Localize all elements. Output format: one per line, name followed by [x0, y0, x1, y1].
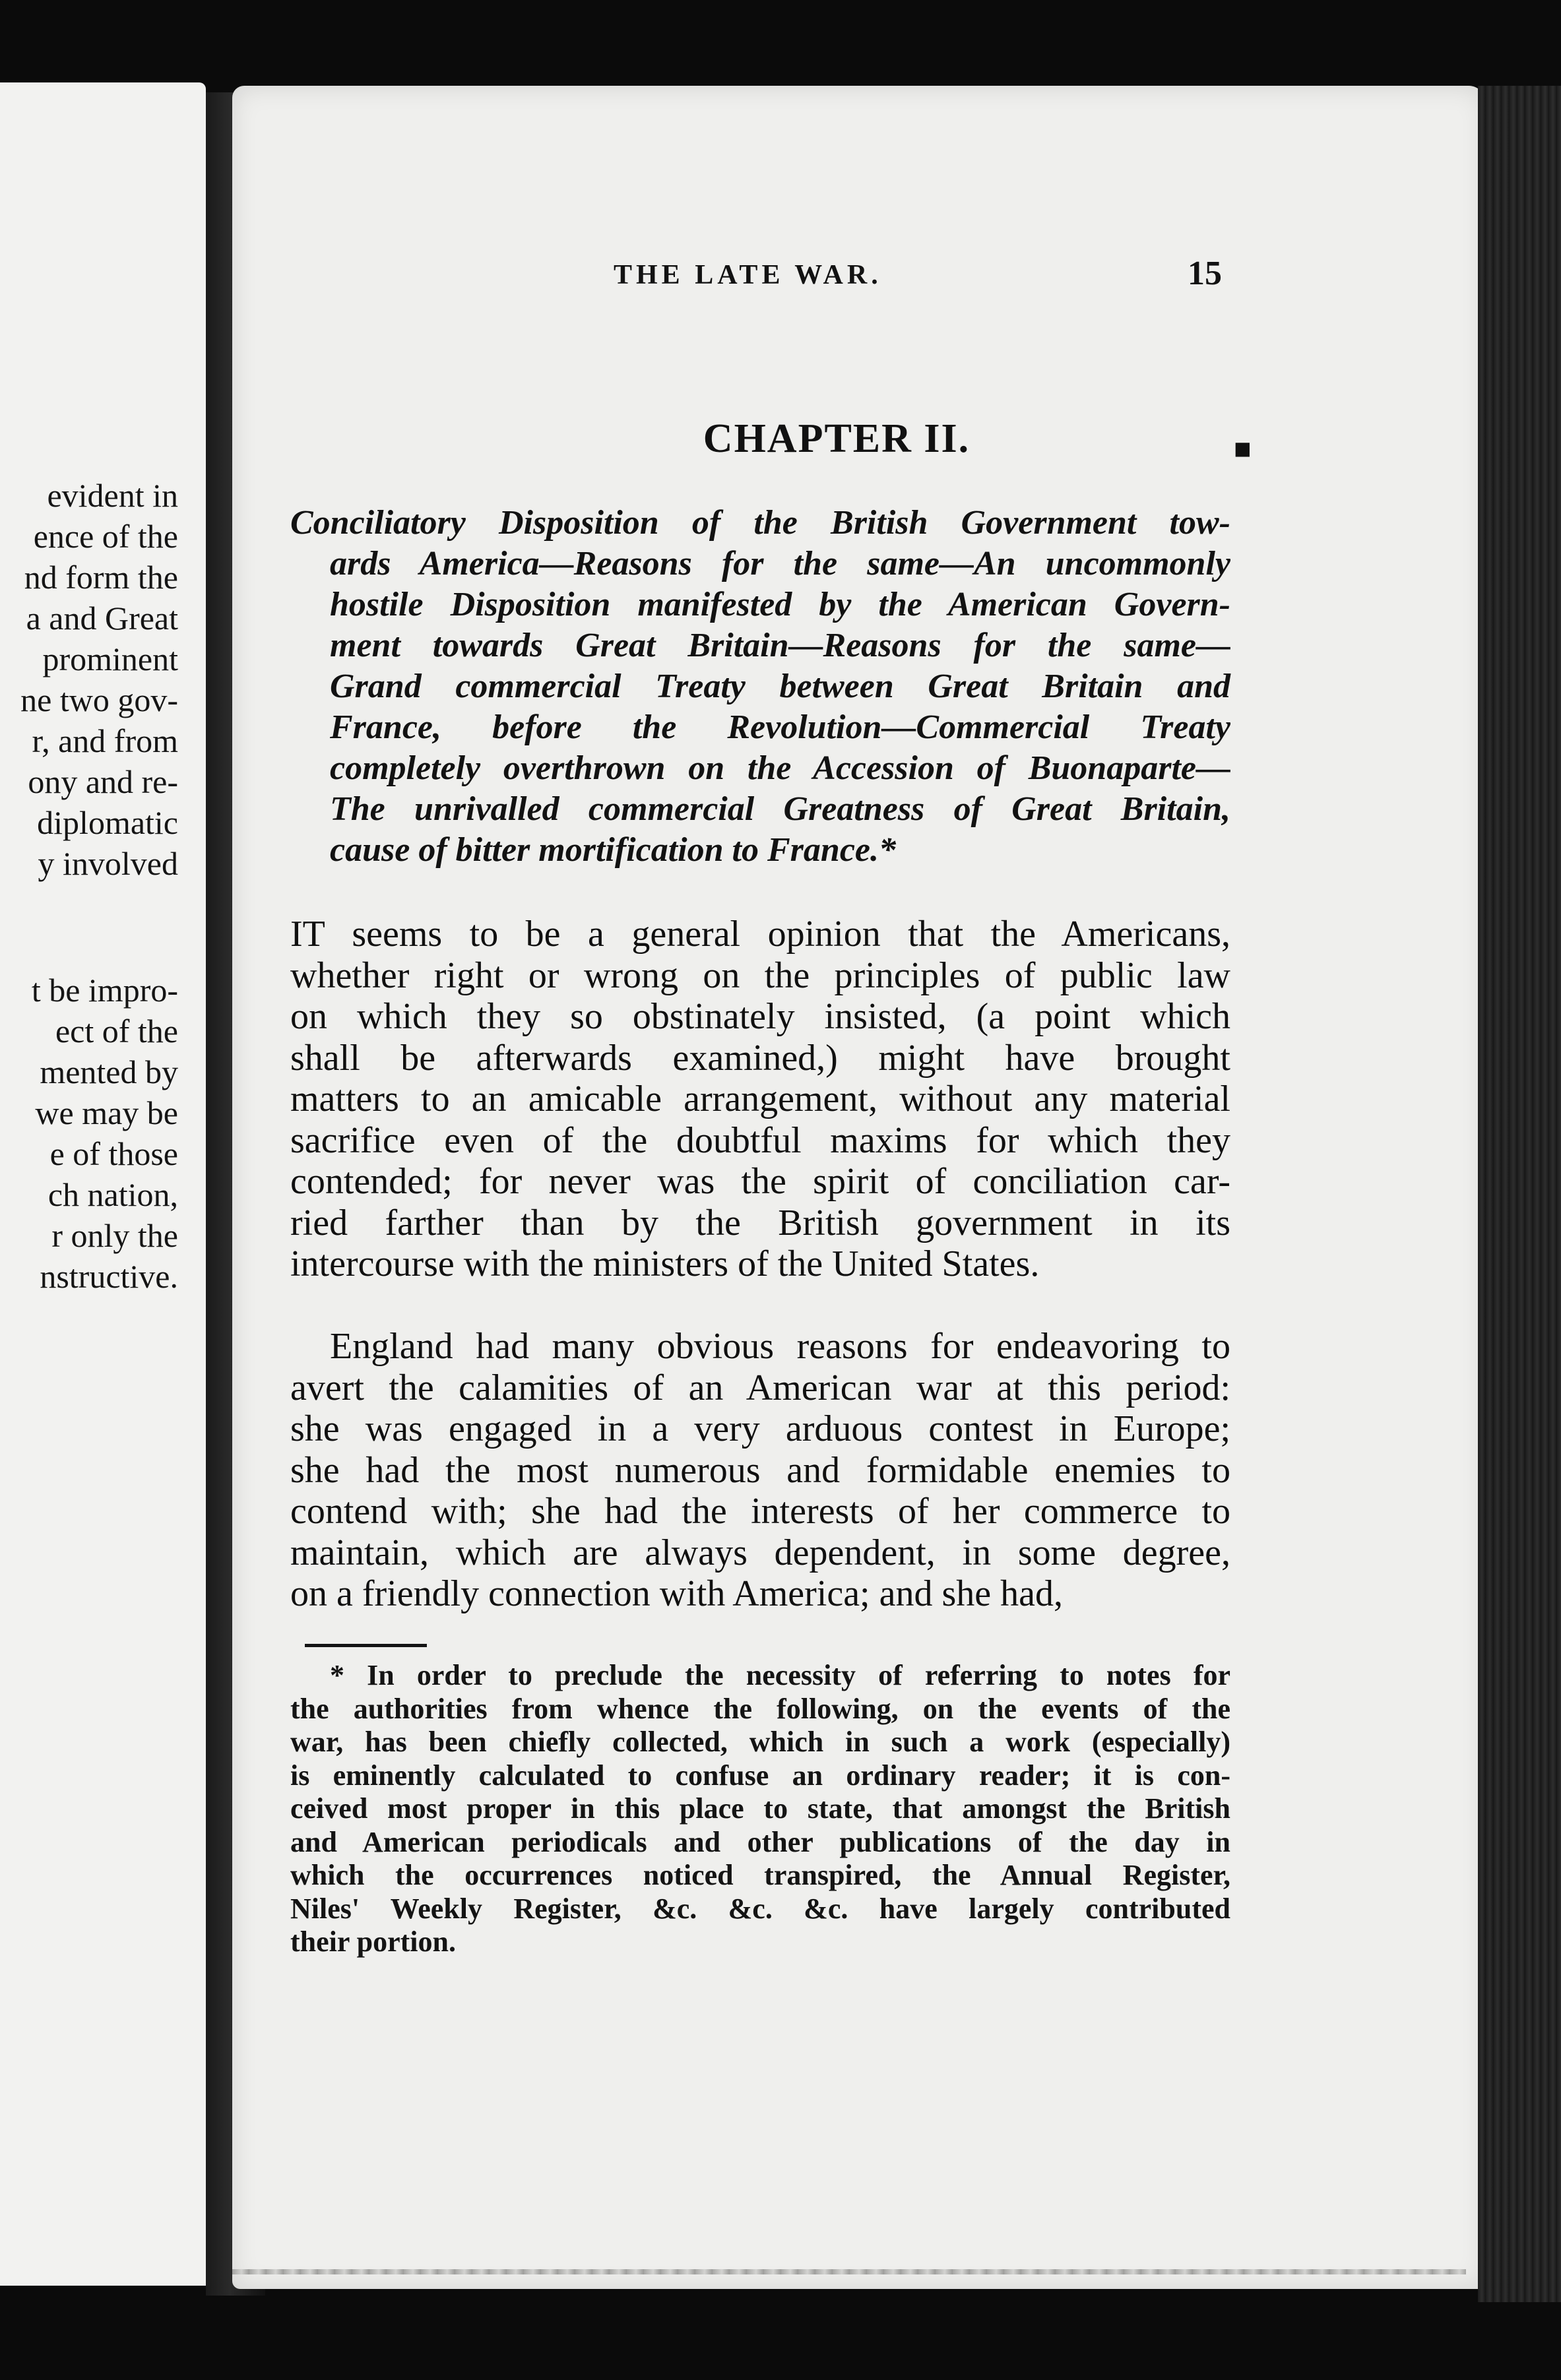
body-line: she was engaged in a very arduous contest in Europe;	[290, 1408, 1230, 1449]
previous-page-line: ch nation,	[48, 1176, 178, 1213]
previous-page-line: t be impro-	[31, 972, 178, 1009]
body-paragraph-2	[290, 1326, 1230, 1615]
previous-page-fragment	[0, 82, 206, 2286]
footnote-line: and American periodicals and other publications of the day in	[290, 1825, 1230, 1858]
previous-page-line: ne two gov-	[20, 681, 178, 718]
body-line: maintain, which are always dependent, in some degree,	[290, 1532, 1230, 1573]
synopsis-line: France, before the Revolution—Commercial Treaty	[330, 708, 1230, 746]
body-line: avert the calamities of an American war at this period:	[290, 1367, 1230, 1408]
previous-page-line: r, and from	[32, 722, 178, 759]
body-line: contended; for never was the spirit of conciliation car-	[290, 1161, 1230, 1202]
previous-page-line: nstructive.	[40, 1258, 178, 1295]
synopsis-line: hostile Disposition manifested by the American Govern-	[330, 586, 1230, 623]
previous-page-line: ence of the	[33, 518, 178, 555]
body-line: shall be afterwards examined,) might have brought	[290, 1037, 1230, 1079]
chapter-heading: CHAPTER II.	[703, 416, 971, 461]
body-paragraph-1	[290, 914, 1230, 1285]
synopsis-line: cause of bitter mortification to France.*	[330, 831, 896, 869]
previous-page-line: e of those	[49, 1135, 178, 1172]
footnote-line: * In order to preclude the necessity of referring to notes for	[330, 1659, 1230, 1691]
footnote-line: their portion.	[290, 1926, 456, 1958]
previous-page-line: ony and re-	[28, 763, 178, 800]
body-line: intercourse with the ministers of the United States.	[290, 1243, 1040, 1284]
synopsis-line: Conciliatory Disposition of the British Government tow-	[290, 504, 1230, 542]
ink-mark: ■	[1234, 433, 1252, 465]
previous-page-text-block-2	[0, 970, 178, 1297]
previous-page-line: prominent	[42, 641, 178, 677]
body-line: she had the most numerous and formidable enemies to	[290, 1449, 1230, 1491]
body-line: on a friendly connection with America; and she had,	[290, 1573, 1063, 1614]
footnote-line: which the occurrences noticed transpired, the Annual Register,	[290, 1859, 1230, 1891]
synopsis-line: Grand commercial Treaty between Great Britain and	[330, 668, 1230, 705]
previous-page-line: diplomatic	[37, 804, 178, 841]
synopsis-line: The unrivalled commercial Greatness of Great Britain,	[330, 790, 1230, 828]
body-line: ried farther than by the British government in its	[290, 1202, 1230, 1243]
previous-page-line: r only the	[51, 1217, 178, 1254]
previous-page-line: evident in	[47, 477, 178, 514]
footnote-rule	[305, 1644, 427, 1647]
chapter-synopsis	[290, 503, 1230, 871]
page-number: 15	[1188, 255, 1222, 292]
footnote	[290, 1659, 1230, 1959]
footnote-line: ceived most proper in this place to state, that amongst the British	[290, 1792, 1230, 1825]
footnote-line: Niles' Weekly Register, &c. &c. &c. have largely contributed	[290, 1892, 1230, 1925]
body-line: matters to an amicable arrangement, without any material	[290, 1079, 1230, 1119]
previous-page-line: a and Great	[26, 600, 178, 637]
body-line: IT seems to be a general opinion that the Americans,	[290, 914, 1230, 955]
page-bottom-edge	[232, 2269, 1466, 2274]
previous-page-line: nd form the	[24, 559, 178, 596]
footnote-line: war, has been chiefly collected, which in such a work (especially)	[290, 1726, 1230, 1758]
synopsis-line: ards America—Reasons for the same—An uncommonly	[330, 545, 1230, 582]
footnote-line: is eminently calculated to confuse an ordinary reader; it is con-	[290, 1759, 1230, 1792]
body-line: sacrifice even of the doubtful maxims for which they	[290, 1119, 1230, 1161]
synopsis-line: completely overthrown on the Accession of Buonaparte—	[330, 749, 1230, 787]
synopsis-line: ment towards Great Britain—Reasons for the same—	[330, 627, 1230, 664]
body-line: contend with; she had the interests of her commerce to	[290, 1491, 1230, 1532]
previous-page-line: ect of the	[55, 1013, 178, 1049]
footnote-line: the authorities from whence the following, on the events of the	[290, 1692, 1230, 1725]
previous-page-text-block-1	[0, 475, 178, 884]
body-line: England had many obvious reasons for endeavoring to	[330, 1326, 1230, 1367]
body-line: on which they so obstinately insisted, (a point which	[290, 996, 1230, 1037]
previous-page-line: y involved	[38, 845, 178, 882]
body-line: whether right or wrong on the principles of public law	[290, 955, 1230, 996]
running-head: THE LATE WAR.	[614, 260, 882, 290]
previous-page-line: mented by	[40, 1053, 178, 1090]
previous-page-line: we may be	[35, 1094, 178, 1131]
